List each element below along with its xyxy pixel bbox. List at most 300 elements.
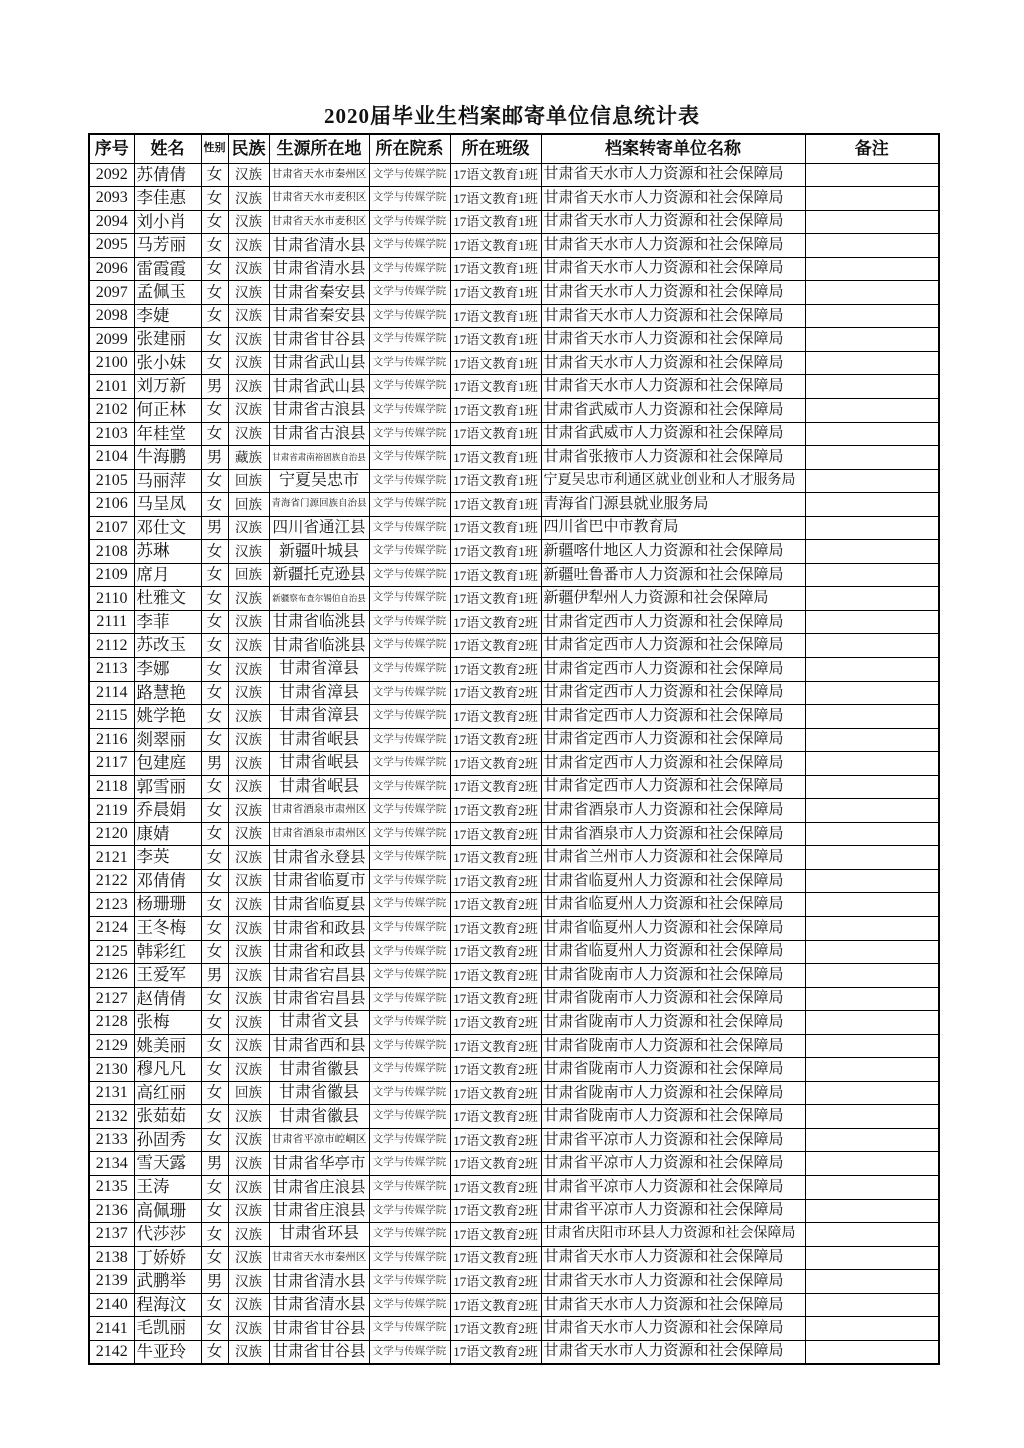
cell-ethnicity: 汉族 bbox=[228, 1270, 269, 1294]
cell-remark bbox=[805, 869, 939, 893]
cell-class: 17语文教育1班 bbox=[450, 493, 541, 517]
table-row bbox=[89, 775, 939, 799]
cell-ethnicity: 汉族 bbox=[228, 257, 269, 281]
cell-unit: 甘肃省武威市人力资源和社会保障局 bbox=[541, 422, 805, 446]
cell-remark bbox=[805, 1223, 939, 1247]
cell-ethnicity: 汉族 bbox=[228, 1340, 269, 1364]
cell-class: 17语文教育1班 bbox=[450, 304, 541, 328]
table-row bbox=[89, 398, 939, 422]
cell-unit: 四川省巴中市教育局 bbox=[541, 516, 805, 540]
cell-index: 2097 bbox=[89, 281, 134, 305]
header-gender: 性别 bbox=[201, 134, 228, 163]
cell-gender: 女 bbox=[201, 799, 228, 823]
cell-index: 2131 bbox=[89, 1081, 134, 1105]
cell-department: 文学与传媒学院 bbox=[369, 1105, 450, 1129]
cell-index: 2114 bbox=[89, 681, 134, 705]
cell-ethnicity: 回族 bbox=[228, 563, 269, 587]
cell-name: 李英 bbox=[134, 846, 201, 870]
table-row bbox=[89, 1293, 939, 1317]
cell-class: 17语文教育2班 bbox=[450, 869, 541, 893]
cell-unit: 甘肃省定西市人力资源和社会保障局 bbox=[541, 728, 805, 752]
cell-ethnicity: 汉族 bbox=[228, 1034, 269, 1058]
cell-gender: 女 bbox=[201, 281, 228, 305]
cell-origin: 甘肃省和政县 bbox=[269, 940, 369, 964]
cell-gender: 女 bbox=[201, 257, 228, 281]
cell-name: 代莎莎 bbox=[134, 1223, 201, 1247]
cell-name: 韩彩红 bbox=[134, 940, 201, 964]
cell-origin: 甘肃省华亭市 bbox=[269, 1152, 369, 1176]
cell-gender: 女 bbox=[201, 893, 228, 917]
cell-remark bbox=[805, 516, 939, 540]
table-row bbox=[89, 234, 939, 258]
cell-index: 2138 bbox=[89, 1246, 134, 1270]
cell-gender: 男 bbox=[201, 1270, 228, 1294]
cell-origin: 甘肃省宕昌县 bbox=[269, 964, 369, 988]
cell-department: 文学与传媒学院 bbox=[369, 987, 450, 1011]
table-header bbox=[89, 134, 939, 163]
cell-unit: 甘肃省临夏州人力资源和社会保障局 bbox=[541, 893, 805, 917]
cell-unit: 新疆喀什地区人力资源和社会保障局 bbox=[541, 540, 805, 564]
cell-remark bbox=[805, 822, 939, 846]
table-row bbox=[89, 657, 939, 681]
cell-name: 张小妹 bbox=[134, 351, 201, 375]
cell-remark bbox=[805, 446, 939, 470]
cell-unit: 甘肃省天水市人力资源和社会保障局 bbox=[541, 281, 805, 305]
cell-index: 2105 bbox=[89, 469, 134, 493]
table-row bbox=[89, 1152, 939, 1176]
cell-index: 2103 bbox=[89, 422, 134, 446]
cell-unit: 甘肃省定西市人力资源和社会保障局 bbox=[541, 705, 805, 729]
cell-class: 17语文教育2班 bbox=[450, 775, 541, 799]
header-origin: 生源所在地 bbox=[269, 134, 369, 163]
cell-gender: 女 bbox=[201, 422, 228, 446]
cell-index: 2129 bbox=[89, 1034, 134, 1058]
cell-unit: 甘肃省张掖市人力资源和社会保障局 bbox=[541, 446, 805, 470]
cell-ethnicity: 汉族 bbox=[228, 822, 269, 846]
cell-ethnicity: 汉族 bbox=[228, 1011, 269, 1035]
cell-remark bbox=[805, 846, 939, 870]
cell-index: 2141 bbox=[89, 1317, 134, 1341]
cell-name: 牛亚玲 bbox=[134, 1340, 201, 1364]
cell-remark bbox=[805, 799, 939, 823]
cell-department: 文学与传媒学院 bbox=[369, 351, 450, 375]
table-row bbox=[89, 1223, 939, 1247]
cell-remark bbox=[805, 917, 939, 941]
cell-ethnicity: 汉族 bbox=[228, 163, 269, 187]
cell-remark bbox=[805, 1152, 939, 1176]
cell-origin: 甘肃省酒泉市肃州区 bbox=[269, 822, 369, 846]
cell-name: 张梅 bbox=[134, 1011, 201, 1035]
cell-name: 路慧艳 bbox=[134, 681, 201, 705]
table-row bbox=[89, 1317, 939, 1341]
cell-name: 穆凡凡 bbox=[134, 1058, 201, 1082]
cell-origin: 甘肃省甘谷县 bbox=[269, 1340, 369, 1364]
table-body bbox=[89, 163, 939, 1364]
cell-name: 丁娇娇 bbox=[134, 1246, 201, 1270]
cell-gender: 女 bbox=[201, 1223, 228, 1247]
cell-unit: 甘肃省陇南市人力资源和社会保障局 bbox=[541, 1034, 805, 1058]
cell-name: 孙固秀 bbox=[134, 1128, 201, 1152]
cell-gender: 女 bbox=[201, 657, 228, 681]
cell-origin: 甘肃省清水县 bbox=[269, 1293, 369, 1317]
cell-gender: 女 bbox=[201, 940, 228, 964]
cell-department: 文学与传媒学院 bbox=[369, 469, 450, 493]
cell-class: 17语文教育1班 bbox=[450, 187, 541, 211]
cell-gender: 女 bbox=[201, 1340, 228, 1364]
cell-origin: 甘肃省漳县 bbox=[269, 705, 369, 729]
cell-class: 17语文教育2班 bbox=[450, 987, 541, 1011]
cell-gender: 女 bbox=[201, 1034, 228, 1058]
cell-ethnicity: 汉族 bbox=[228, 681, 269, 705]
cell-index: 2109 bbox=[89, 563, 134, 587]
cell-remark bbox=[805, 351, 939, 375]
cell-remark bbox=[805, 1246, 939, 1270]
cell-remark bbox=[805, 1058, 939, 1082]
cell-origin: 甘肃省天水市麦积区 bbox=[269, 187, 369, 211]
table-row bbox=[89, 917, 939, 941]
cell-remark bbox=[805, 210, 939, 234]
cell-remark bbox=[805, 281, 939, 305]
cell-gender: 女 bbox=[201, 234, 228, 258]
cell-remark bbox=[805, 304, 939, 328]
cell-origin: 甘肃省甘谷县 bbox=[269, 1317, 369, 1341]
cell-ethnicity: 汉族 bbox=[228, 893, 269, 917]
cell-ethnicity: 汉族 bbox=[228, 210, 269, 234]
cell-remark bbox=[805, 705, 939, 729]
cell-index: 2132 bbox=[89, 1105, 134, 1129]
cell-index: 2115 bbox=[89, 705, 134, 729]
cell-gender: 女 bbox=[201, 1058, 228, 1082]
cell-class: 17语文教育2班 bbox=[450, 940, 541, 964]
cell-class: 17语文教育2班 bbox=[450, 1105, 541, 1129]
table-row bbox=[89, 869, 939, 893]
table-row bbox=[89, 563, 939, 587]
cell-gender: 女 bbox=[201, 681, 228, 705]
cell-ethnicity: 汉族 bbox=[228, 1223, 269, 1247]
cell-department: 文学与传媒学院 bbox=[369, 752, 450, 776]
cell-gender: 女 bbox=[201, 1081, 228, 1105]
cell-origin: 甘肃省西和县 bbox=[269, 1034, 369, 1058]
table-row bbox=[89, 1340, 939, 1364]
cell-origin: 新疆察布查尔锡伯自治县 bbox=[269, 587, 369, 611]
cell-index: 2122 bbox=[89, 869, 134, 893]
cell-ethnicity: 汉族 bbox=[228, 917, 269, 941]
cell-index: 2110 bbox=[89, 587, 134, 611]
cell-department: 文学与传媒学院 bbox=[369, 1152, 450, 1176]
cell-ethnicity: 汉族 bbox=[228, 1128, 269, 1152]
table-row bbox=[89, 587, 939, 611]
cell-department: 文学与传媒学院 bbox=[369, 822, 450, 846]
cell-unit: 甘肃省天水市人力资源和社会保障局 bbox=[541, 163, 805, 187]
cell-ethnicity: 汉族 bbox=[228, 281, 269, 305]
cell-unit: 甘肃省兰州市人力资源和社会保障局 bbox=[541, 846, 805, 870]
cell-unit: 甘肃省天水市人力资源和社会保障局 bbox=[541, 257, 805, 281]
cell-ethnicity: 汉族 bbox=[228, 610, 269, 634]
cell-remark bbox=[805, 187, 939, 211]
cell-ethnicity: 汉族 bbox=[228, 422, 269, 446]
cell-unit: 甘肃省平凉市人力资源和社会保障局 bbox=[541, 1199, 805, 1223]
cell-gender: 女 bbox=[201, 705, 228, 729]
cell-index: 2108 bbox=[89, 540, 134, 564]
cell-origin: 甘肃省清水县 bbox=[269, 234, 369, 258]
cell-ethnicity: 汉族 bbox=[228, 516, 269, 540]
cell-department: 文学与传媒学院 bbox=[369, 1011, 450, 1035]
cell-index: 2135 bbox=[89, 1176, 134, 1200]
cell-department: 文学与传媒学院 bbox=[369, 1199, 450, 1223]
cell-ethnicity: 汉族 bbox=[228, 987, 269, 1011]
cell-gender: 女 bbox=[201, 1176, 228, 1200]
cell-index: 2100 bbox=[89, 351, 134, 375]
cell-unit: 甘肃省武威市人力资源和社会保障局 bbox=[541, 398, 805, 422]
cell-remark bbox=[805, 657, 939, 681]
cell-origin: 甘肃省和政县 bbox=[269, 917, 369, 941]
cell-name: 乔晨娟 bbox=[134, 799, 201, 823]
table-row bbox=[89, 304, 939, 328]
cell-remark bbox=[805, 163, 939, 187]
cell-name: 李婕 bbox=[134, 304, 201, 328]
cell-unit: 甘肃省天水市人力资源和社会保障局 bbox=[541, 1340, 805, 1364]
cell-unit: 甘肃省定西市人力资源和社会保障局 bbox=[541, 752, 805, 776]
cell-class: 17语文教育2班 bbox=[450, 1034, 541, 1058]
cell-gender: 女 bbox=[201, 328, 228, 352]
cell-origin: 甘肃省古浪县 bbox=[269, 398, 369, 422]
cell-department: 文学与传媒学院 bbox=[369, 257, 450, 281]
cell-index: 2102 bbox=[89, 398, 134, 422]
cell-origin: 新疆托克逊县 bbox=[269, 563, 369, 587]
header-index: 序号 bbox=[89, 134, 134, 163]
cell-index: 2139 bbox=[89, 1270, 134, 1294]
cell-ethnicity: 汉族 bbox=[228, 1058, 269, 1082]
cell-ethnicity: 汉族 bbox=[228, 775, 269, 799]
cell-remark bbox=[805, 1034, 939, 1058]
cell-gender: 女 bbox=[201, 634, 228, 658]
cell-ethnicity: 汉族 bbox=[228, 1246, 269, 1270]
cell-ethnicity: 汉族 bbox=[228, 540, 269, 564]
cell-name: 雪天露 bbox=[134, 1152, 201, 1176]
cell-origin: 甘肃省天水市麦积区 bbox=[269, 210, 369, 234]
table-row bbox=[89, 634, 939, 658]
cell-remark bbox=[805, 493, 939, 517]
cell-name: 高佩珊 bbox=[134, 1199, 201, 1223]
cell-name: 程海汶 bbox=[134, 1293, 201, 1317]
cell-class: 17语文教育2班 bbox=[450, 1293, 541, 1317]
cell-department: 文学与传媒学院 bbox=[369, 1270, 450, 1294]
table-row bbox=[89, 540, 939, 564]
cell-ethnicity: 汉族 bbox=[228, 398, 269, 422]
cell-name: 邓倩倩 bbox=[134, 869, 201, 893]
cell-ethnicity: 汉族 bbox=[228, 705, 269, 729]
cell-unit: 甘肃省定西市人力资源和社会保障局 bbox=[541, 634, 805, 658]
cell-unit: 甘肃省临夏州人力资源和社会保障局 bbox=[541, 940, 805, 964]
table-row bbox=[89, 351, 939, 375]
cell-unit: 甘肃省陇南市人力资源和社会保障局 bbox=[541, 964, 805, 988]
cell-department: 文学与传媒学院 bbox=[369, 1176, 450, 1200]
cell-remark bbox=[805, 469, 939, 493]
table-row bbox=[89, 1034, 939, 1058]
cell-department: 文学与传媒学院 bbox=[369, 563, 450, 587]
cell-remark bbox=[805, 634, 939, 658]
cell-name: 马芳丽 bbox=[134, 234, 201, 258]
cell-remark bbox=[805, 728, 939, 752]
cell-department: 文学与传媒学院 bbox=[369, 1058, 450, 1082]
cell-origin: 青海省门源回族自治县 bbox=[269, 493, 369, 517]
cell-unit: 甘肃省酒泉市人力资源和社会保障局 bbox=[541, 822, 805, 846]
page-title: 2020届毕业生档案邮寄单位信息统计表 bbox=[324, 104, 700, 128]
cell-department: 文学与传媒学院 bbox=[369, 1293, 450, 1317]
cell-unit: 甘肃省天水市人力资源和社会保障局 bbox=[541, 210, 805, 234]
table-row bbox=[89, 328, 939, 352]
header-class: 所在班级 bbox=[450, 134, 541, 163]
cell-ethnicity: 汉族 bbox=[228, 587, 269, 611]
cell-department: 文学与传媒学院 bbox=[369, 304, 450, 328]
cell-gender: 男 bbox=[201, 1152, 228, 1176]
cell-department: 文学与传媒学院 bbox=[369, 681, 450, 705]
table-row bbox=[89, 1176, 939, 1200]
cell-class: 17语文教育1班 bbox=[450, 375, 541, 399]
cell-origin: 甘肃省环县 bbox=[269, 1223, 369, 1247]
cell-remark bbox=[805, 610, 939, 634]
cell-name: 郭雪丽 bbox=[134, 775, 201, 799]
table-row bbox=[89, 1105, 939, 1129]
cell-gender: 男 bbox=[201, 375, 228, 399]
cell-gender: 女 bbox=[201, 304, 228, 328]
cell-gender: 女 bbox=[201, 987, 228, 1011]
cell-origin: 甘肃省漳县 bbox=[269, 681, 369, 705]
cell-origin: 甘肃省武山县 bbox=[269, 351, 369, 375]
cell-gender: 女 bbox=[201, 917, 228, 941]
cell-class: 17语文教育2班 bbox=[450, 799, 541, 823]
cell-index: 2098 bbox=[89, 304, 134, 328]
cell-gender: 女 bbox=[201, 610, 228, 634]
cell-remark bbox=[805, 1128, 939, 1152]
cell-index: 2096 bbox=[89, 257, 134, 281]
cell-origin: 甘肃省岷县 bbox=[269, 752, 369, 776]
cell-gender: 女 bbox=[201, 163, 228, 187]
cell-unit: 甘肃省陇南市人力资源和社会保障局 bbox=[541, 1058, 805, 1082]
cell-unit: 甘肃省天水市人力资源和社会保障局 bbox=[541, 1317, 805, 1341]
cell-unit: 新疆伊犁州人力资源和社会保障局 bbox=[541, 587, 805, 611]
cell-index: 2130 bbox=[89, 1058, 134, 1082]
table-row bbox=[89, 281, 939, 305]
cell-name: 剡翠丽 bbox=[134, 728, 201, 752]
cell-department: 文学与传媒学院 bbox=[369, 610, 450, 634]
cell-department: 文学与传媒学院 bbox=[369, 398, 450, 422]
cell-department: 文学与传媒学院 bbox=[369, 728, 450, 752]
cell-class: 17语文教育2班 bbox=[450, 1340, 541, 1364]
table-row bbox=[89, 210, 939, 234]
cell-unit: 甘肃省定西市人力资源和社会保障局 bbox=[541, 681, 805, 705]
cell-unit: 甘肃省天水市人力资源和社会保障局 bbox=[541, 187, 805, 211]
cell-class: 17语文教育2班 bbox=[450, 822, 541, 846]
cell-class: 17语文教育2班 bbox=[450, 610, 541, 634]
cell-unit: 甘肃省天水市人力资源和社会保障局 bbox=[541, 351, 805, 375]
cell-ethnicity: 汉族 bbox=[228, 328, 269, 352]
cell-department: 文学与传媒学院 bbox=[369, 210, 450, 234]
cell-class: 17语文教育2班 bbox=[450, 1011, 541, 1035]
cell-ethnicity: 汉族 bbox=[228, 1152, 269, 1176]
cell-origin: 甘肃省文县 bbox=[269, 1011, 369, 1035]
cell-ethnicity: 汉族 bbox=[228, 964, 269, 988]
cell-class: 17语文教育2班 bbox=[450, 1223, 541, 1247]
cell-department: 文学与传媒学院 bbox=[369, 1081, 450, 1105]
cell-ethnicity: 汉族 bbox=[228, 187, 269, 211]
cell-class: 17语文教育1班 bbox=[450, 587, 541, 611]
cell-class: 17语文教育1班 bbox=[450, 351, 541, 375]
cell-department: 文学与传媒学院 bbox=[369, 375, 450, 399]
cell-gender: 女 bbox=[201, 351, 228, 375]
cell-gender: 男 bbox=[201, 964, 228, 988]
cell-name: 包建庭 bbox=[134, 752, 201, 776]
cell-index: 2112 bbox=[89, 634, 134, 658]
cell-unit: 甘肃省天水市人力资源和社会保障局 bbox=[541, 328, 805, 352]
cell-class: 17语文教育2班 bbox=[450, 657, 541, 681]
table-row bbox=[89, 893, 939, 917]
cell-origin: 甘肃省徽县 bbox=[269, 1058, 369, 1082]
cell-index: 2137 bbox=[89, 1223, 134, 1247]
cell-class: 17语文教育1班 bbox=[450, 446, 541, 470]
cell-origin: 宁夏吴忠市 bbox=[269, 469, 369, 493]
table-row bbox=[89, 446, 939, 470]
cell-class: 17语文教育1班 bbox=[450, 328, 541, 352]
cell-origin: 甘肃省岷县 bbox=[269, 775, 369, 799]
cell-unit: 甘肃省天水市人力资源和社会保障局 bbox=[541, 234, 805, 258]
cell-remark bbox=[805, 775, 939, 799]
cell-origin: 甘肃省肃南裕固族自治县 bbox=[269, 446, 369, 470]
cell-class: 17语文教育1班 bbox=[450, 281, 541, 305]
cell-department: 文学与传媒学院 bbox=[369, 446, 450, 470]
cell-class: 17语文教育1班 bbox=[450, 540, 541, 564]
cell-remark bbox=[805, 1293, 939, 1317]
cell-class: 17语文教育2班 bbox=[450, 1199, 541, 1223]
cell-class: 17语文教育1班 bbox=[450, 234, 541, 258]
cell-ethnicity: 汉族 bbox=[228, 869, 269, 893]
cell-origin: 甘肃省永登县 bbox=[269, 846, 369, 870]
cell-remark bbox=[805, 964, 939, 988]
header-ethnicity: 民族 bbox=[228, 134, 269, 163]
cell-origin: 甘肃省临夏市 bbox=[269, 869, 369, 893]
cell-department: 文学与传媒学院 bbox=[369, 540, 450, 564]
cell-department: 文学与传媒学院 bbox=[369, 1128, 450, 1152]
cell-unit: 甘肃省平凉市人力资源和社会保障局 bbox=[541, 1176, 805, 1200]
cell-class: 17语文教育2班 bbox=[450, 681, 541, 705]
cell-ethnicity: 汉族 bbox=[228, 1293, 269, 1317]
cell-name: 马丽萍 bbox=[134, 469, 201, 493]
table-row bbox=[89, 846, 939, 870]
cell-index: 2124 bbox=[89, 917, 134, 941]
cell-index: 2095 bbox=[89, 234, 134, 258]
cell-name: 毛凯丽 bbox=[134, 1317, 201, 1341]
cell-remark bbox=[805, 1011, 939, 1035]
cell-origin: 甘肃省天水市秦州区 bbox=[269, 1246, 369, 1270]
cell-gender: 男 bbox=[201, 752, 228, 776]
cell-origin: 甘肃省甘谷县 bbox=[269, 328, 369, 352]
cell-unit: 甘肃省临夏州人力资源和社会保障局 bbox=[541, 869, 805, 893]
cell-ethnicity: 藏族 bbox=[228, 446, 269, 470]
cell-remark bbox=[805, 1270, 939, 1294]
header-remark: 备注 bbox=[805, 134, 939, 163]
cell-class: 17语文教育2班 bbox=[450, 705, 541, 729]
cell-index: 2136 bbox=[89, 1199, 134, 1223]
cell-name: 姚学艳 bbox=[134, 705, 201, 729]
cell-class: 17语文教育2班 bbox=[450, 1246, 541, 1270]
cell-unit: 甘肃省平凉市人力资源和社会保障局 bbox=[541, 1128, 805, 1152]
cell-remark bbox=[805, 987, 939, 1011]
cell-department: 文学与传媒学院 bbox=[369, 775, 450, 799]
cell-index: 2120 bbox=[89, 822, 134, 846]
header-unit: 档案转寄单位名称 bbox=[541, 134, 805, 163]
table-row bbox=[89, 1246, 939, 1270]
table-row bbox=[89, 728, 939, 752]
